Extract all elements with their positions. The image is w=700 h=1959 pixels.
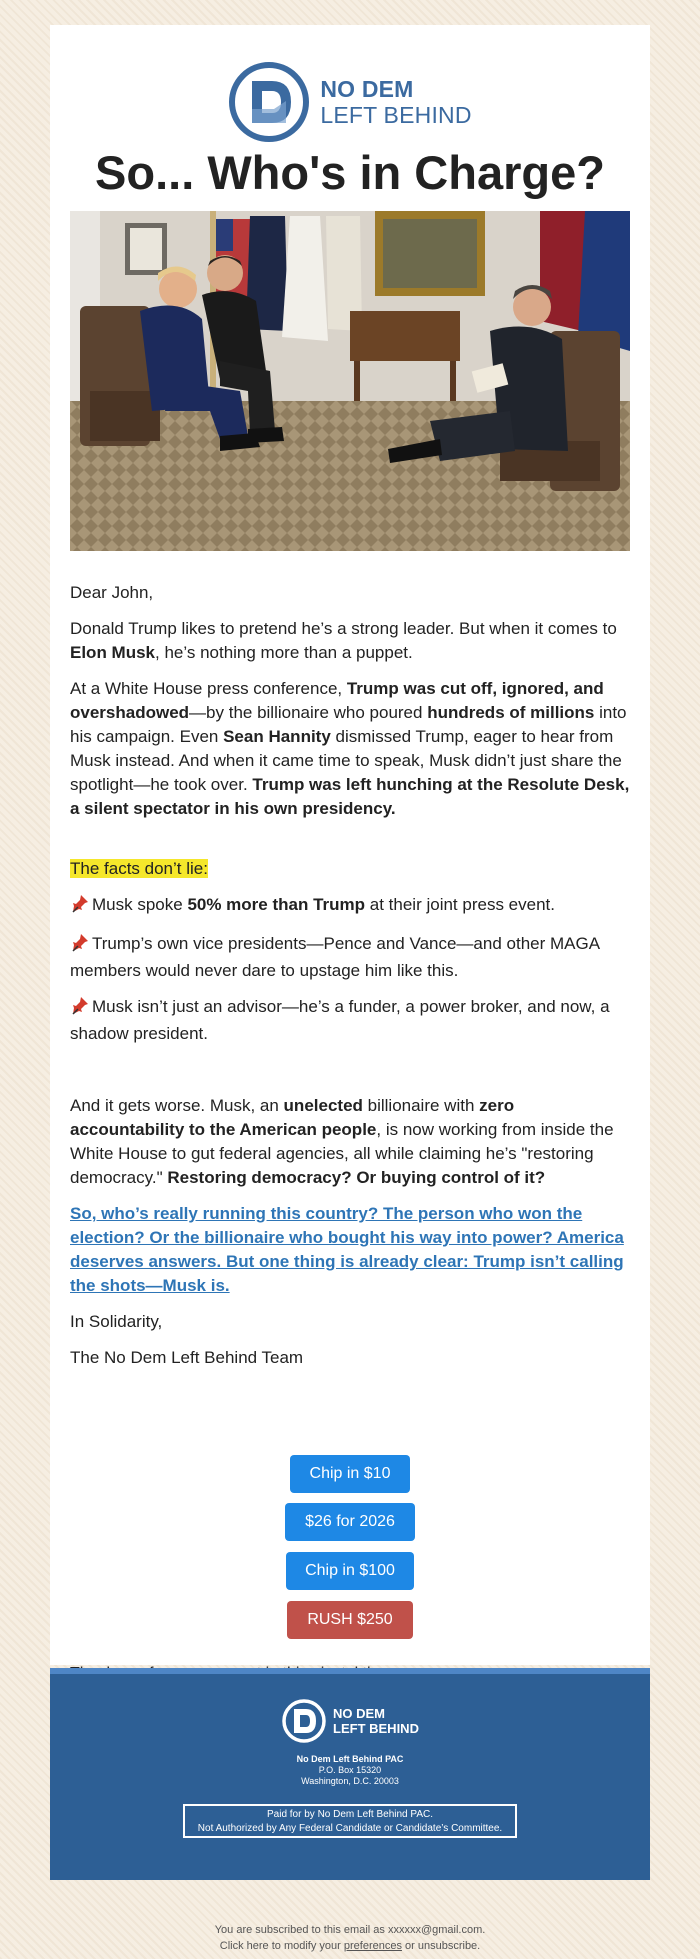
- fact-text: Trump’s own vice presidents—Pence and Vance—and other MAGA members would never dare to upstage him like this.: [70, 934, 600, 980]
- pushpin-icon: [70, 893, 92, 920]
- preferences-link[interactable]: preferences: [343, 1940, 402, 1952]
- fact-text-end: at their joint press event.: [365, 895, 555, 914]
- fact-item: [70, 995, 632, 1046]
- p2-bold-h: Trump was left hunching at the Resolute Desk, a silent spectator in his own presidency.: [70, 775, 630, 818]
- chip-in-10-button[interactable]: Chip in $10: [290, 1455, 410, 1493]
- signoff: In Solidarity,: [70, 1312, 163, 1331]
- paid-for-disclaimer: [183, 1804, 517, 1838]
- cta-link[interactable]: So, who’s really running this country? The person who won the election? Or the billionaire who bought his way into power? America deserves answers. But one thing is already clear: Trump isn’t calling the shots—Musk is.: [70, 1204, 624, 1295]
- page-title: So... Who's in Charge?: [95, 146, 605, 199]
- facts-heading-text: The facts don’t lie:: [70, 859, 208, 878]
- logo-line-2: LEFT BEHIND: [320, 102, 472, 128]
- footer-wordmark: [333, 1706, 419, 1736]
- fact-item: [70, 932, 632, 983]
- logo-line-1: NO DEM: [320, 76, 414, 102]
- paid-line-2: Not Authorized by Any Federal Candidate or Candidate’s Committee.: [197, 1823, 503, 1834]
- paragraph-3: [70, 1094, 632, 1190]
- p2-bold-d: hundreds of millions: [427, 703, 595, 722]
- donate-26-button[interactable]: $26 for 2026: [285, 1503, 415, 1541]
- team-signature: The No Dem Left Behind Team: [70, 1348, 304, 1367]
- pushpin-icon: [70, 995, 92, 1022]
- p2-text-a: At a White House press conference,: [70, 679, 347, 698]
- subscription-line-1: You are subscribed to this email as xxxxxx@gmail.com.: [214, 1924, 486, 1936]
- chip-in-100-button[interactable]: Chip in $100: [286, 1552, 414, 1590]
- p2-bold-f: Sean Hannity: [223, 727, 331, 746]
- header-logo[interactable]: [50, 61, 650, 143]
- letter-content: [70, 581, 632, 1382]
- rush-250-button[interactable]: RUSH $250: [287, 1601, 413, 1639]
- p3-bold-f: Restoring democracy? Or buying control of it?: [167, 1168, 546, 1187]
- footer-org-name: No Dem Left Behind PAC: [296, 1754, 404, 1764]
- fact-item: [70, 893, 632, 920]
- p3-bold-d: zero accountability to the American people: [70, 1096, 515, 1139]
- footer-logo-line-2: LEFT BEHIND: [333, 1721, 419, 1736]
- greeting: Dear John,: [70, 583, 154, 602]
- paragraph-1: [70, 617, 632, 665]
- p2-text-c: —by the billionaire who poured: [189, 703, 428, 722]
- footer-logo-d-icon: [281, 1698, 327, 1744]
- pushpin-icon: [70, 932, 92, 959]
- sub-text-end: or unsubscribe.: [401, 1940, 481, 1952]
- subscription-line-2: [0, 1938, 700, 1954]
- footer-address: [50, 1754, 650, 1787]
- email-body: [50, 25, 650, 1665]
- facts-heading: [70, 857, 632, 881]
- hero-photo: [70, 211, 630, 551]
- fact-text: Musk spoke: [92, 895, 188, 914]
- p1-bold: Elon Musk: [70, 643, 156, 662]
- hero-photo-illustration: [70, 211, 630, 551]
- p2-text-g: dismissed Trump, eager to hear from Musk instead. And when it came time to speak, Musk didn’t just share the spotlight—he took over.: [70, 727, 622, 794]
- p2-bold-b: Trump was cut off, ignored, and overshadowed: [70, 679, 604, 722]
- p3-bold-b: unelected: [283, 1096, 363, 1115]
- paid-line-1: Paid for by No Dem Left Behind PAC.: [266, 1809, 433, 1820]
- footer: [50, 1668, 650, 1880]
- footer-logo-line-1: NO DEM: [333, 1706, 386, 1721]
- cta-paragraph: [70, 1202, 632, 1298]
- footer-logo[interactable]: [50, 1698, 650, 1744]
- p1-text-end: , he’s nothing more than a puppet.: [155, 643, 413, 662]
- fact-text: Musk isn’t just an advisor—he’s a funder, a power broker, and now, a shadow president.: [70, 997, 610, 1043]
- footer-city: Washington, D.C. 20003: [301, 1776, 399, 1786]
- p3-text-c: billionaire with: [362, 1096, 480, 1115]
- p3-text-e: , is now working from inside the White House to gut federal agencies, all while claiming he’s "restoring democracy.": [70, 1120, 614, 1187]
- p3-text-a: And it gets worse. Musk, an: [70, 1096, 284, 1115]
- p2-text-e: into his campaign. Even: [70, 703, 627, 746]
- logo-d-icon: [228, 61, 310, 143]
- p1-text: Donald Trump likes to pretend he’s a strong leader. But when it comes to: [70, 619, 617, 638]
- logo-wordmark: [320, 76, 471, 128]
- fact-bold: 50% more than Trump: [187, 895, 366, 914]
- footer-po-box: P.O. Box 15320: [318, 1765, 382, 1775]
- sub-text: Click here to modify your: [219, 1940, 344, 1952]
- paragraph-2: [70, 677, 632, 821]
- subscription-notice: [0, 1922, 700, 1954]
